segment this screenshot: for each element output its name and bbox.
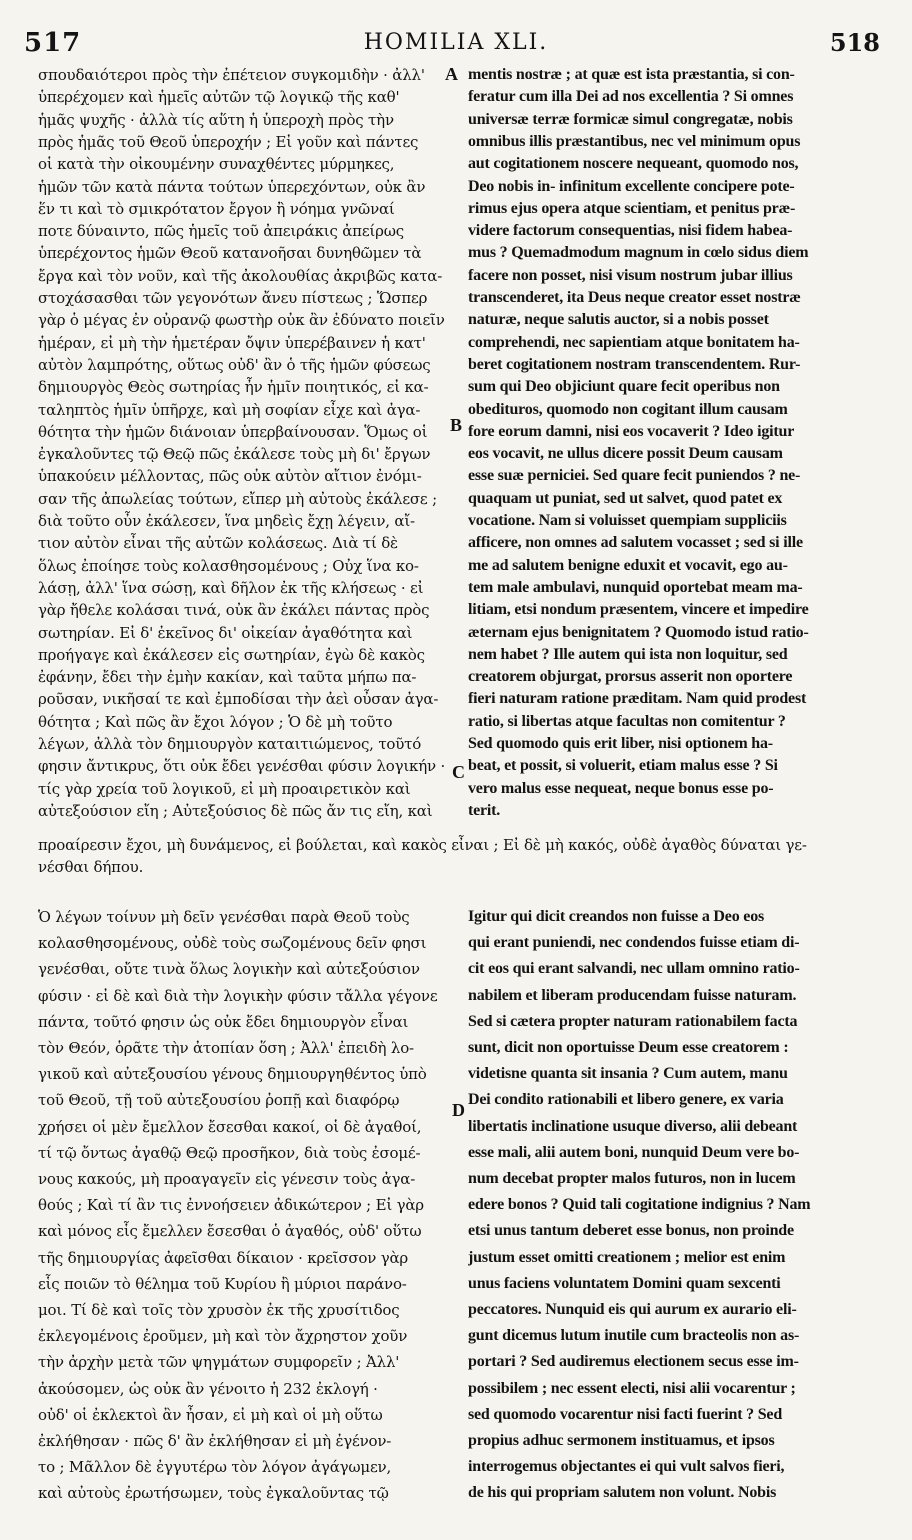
text-line: τίς γὰρ χρεία τοῦ λογικοῦ, εἰ μὴ προαιρετικὸν καὶ — [38, 779, 411, 798]
text-line: γενέσθαι, οὔτε τινὰ ὅλως λογικὴν καὶ αὐτεξούσιον — [38, 960, 420, 979]
text-line: de his qui propriam salutem non volunt. Nobis — [468, 1484, 777, 1502]
text-line: ἕν τι καὶ τὸ σμικρότατον ἔργον ἢ νόημα γνῶναί — [38, 199, 395, 218]
text-line: θούς ; Καὶ τί ἂν τις ἐννοήσειεν ἀδικώτερον ; Εἰ γὰρ — [38, 1196, 424, 1215]
text-line: videtisne quanta sit insania ? Cum autem, manu — [468, 1065, 788, 1083]
margin-marker-b: B — [450, 415, 463, 435]
text-line: sunt, dicit non oportuisse Deum esse creatorem : — [468, 1039, 789, 1056]
text-line: ἐκλήθησαν · πῶς δ' ἂν ἐκλήθησαν εἰ μὴ ἐγένον- — [38, 1432, 392, 1450]
text-line: γὰρ ὁ μέγας ἐν οὐρανῷ φωστὴρ οὐκ ἂν ἐδύνατο ποιεῖν — [38, 311, 445, 330]
text-line: οἱ κατὰ τὴν οἰκουμένην συναχθέντες μύρμηκες, — [38, 155, 395, 174]
text-line: δημιουργὸς Θεὸς σωτηρίας ἦν ἡμῖν ποιητικός, εἰ κα- — [38, 378, 429, 397]
text-line: vero malus esse nequeat, neque bonus esse po- — [468, 779, 774, 797]
text-line: Sed quomodo quis erit liber, nisi optionem ha- — [468, 735, 773, 752]
text-line: τῆς δημιουργίας ἀφεῖσθαι δίκαιον · κρεῖσσον γὰρ — [38, 1248, 409, 1267]
margin-marker-c: C — [452, 762, 465, 782]
text-line: σαν τῆς ἀπωλείας τούτων, εἴπερ μὴ αὐτοὺς ἐκάλεσε ; — [38, 489, 437, 508]
text-line: τὴν ἀρχὴν μετὰ τῶν ψηγμάτων συμφορεῖν ; Ἀλλ' — [38, 1353, 400, 1372]
latin-column-bottom — [468, 906, 880, 1506]
text-line: aut cogitationem noscere nequeant, quomodo nos, — [468, 155, 799, 173]
text-line: nabilem et liberam producendam fuisse naturam. — [468, 986, 797, 1004]
text-line: Dei condito rationabili et libero genere, ex varia — [468, 1091, 784, 1109]
page-number-right: 518 — [829, 28, 880, 57]
text-line: rimus ejus opera atque scientiam, et penitus præ- — [468, 199, 796, 217]
text-line: προήγαγε καὶ ἐκάλεσεν εἰς σωτηρίαν, ἐγὼ δὲ κακὸς — [38, 645, 425, 664]
text-line: εἷς ποιῶν τὸ θέλημα τοῦ Κυρίου ἢ μύριοι παράνο- — [38, 1274, 407, 1293]
greek-column-bottom — [38, 906, 458, 1506]
text-line: φησιν ἄντικρυς, ὅτι οὐκ ἔδει γενέσθαι φύσιν λογικήν · — [38, 757, 446, 776]
text-line: νέσθαι δήπου. — [38, 858, 144, 876]
text-line: ἀκούσομεν, ὡς οὐκ ἂν γένοιτο ἡ 232 ἐκλογή · — [38, 1379, 378, 1398]
text-line: ἡμέραν, εἰ μὴ τὴν ἡμετέραν ὄψιν ὑπερέβαινεν ἡ κατ' — [38, 333, 426, 352]
text-line: χρήσει οἱ μὲν ἔμελλον ἔσεσθαι κακοί, οἱ δὲ ἀγαθοί, — [38, 1117, 422, 1136]
text-line: κολασθησομένους, οὐδὲ τοὺς σωζομένους δεῖν φησι — [38, 934, 427, 953]
text-line: esse mali, alii autem boni, nunquid Deum vere bo- — [468, 1143, 800, 1161]
text-line: nem habet ? Ille autem qui ista non loquitur, sed — [468, 645, 788, 663]
text-line: etsi unus tantum deberet esse bonus, non proinde — [468, 1222, 794, 1240]
text-line: feratur cum illa Dei ad nos excellentia ? Si omnes — [468, 88, 794, 106]
text-line: æternam ejus benignitatem ? Quomodo istud ratio- — [468, 623, 809, 641]
text-line: αὐτεξούσιον εἴη ; Αὐτεξούσιος δὲ πῶς ἄν τις εἴη, καὶ — [38, 801, 433, 820]
text-line: comprehendi, nec sapientiam atque bonitatem ha- — [468, 333, 800, 351]
greek-full-width-line — [38, 834, 880, 880]
text-line: ἐγκαλοῦντες τῷ Θεῷ πῶς ἐκάλεσε τοὺς μὴ δι' ἔργων — [38, 445, 431, 464]
text-line: θότητα ; Καὶ πῶς ἂν ἔχοι λόγον ; Ὁ δὲ μὴ τοῦτο — [38, 712, 393, 731]
text-line: terit. — [468, 801, 501, 819]
text-line: litiam, etsi nondum præsentem, vincere et impedire — [468, 601, 809, 619]
text-line: λέγων, ἀλλὰ τὸν δημιουργὸν καταιτιώμενος, τοῦτό — [38, 735, 422, 753]
text-line: naturæ, neque salutis auctor, si a nobis posset — [468, 311, 769, 329]
text-line: beret cogitationem nostram transcendentem. Rur- — [468, 355, 801, 373]
text-line: Sed si cætera propter naturam rationabilem facta — [468, 1012, 798, 1030]
text-line: transcenderet, ita Deus neque creator esset nostræ — [468, 289, 801, 306]
text-line: num decebat propter malos futuros, non in lucem — [468, 1170, 796, 1187]
text-line: fore eorum damni, nisi eos vocaverit ? Ideo igitur — [468, 422, 795, 440]
text-line: possibilem ; nec essent electi, nisi alii vocarentur ; — [468, 1379, 796, 1397]
text-line: quaquam ut puniat, sed ut salvet, quod patet ex — [468, 489, 783, 507]
text-line: καὶ μόνος εἷς ἔμελλεν ἔσεσθαι ὁ ἀγαθός, οὐδ' οὕτω — [38, 1222, 422, 1241]
text-line: fieri naturam ratione præditam. Nam quid prodest — [468, 690, 807, 708]
margin-marker-a: A — [445, 64, 458, 84]
text-line: mus ? Quemadmodum magnum in cœlo sidus diem — [468, 244, 809, 262]
text-line: me ad salutem benigne eduxit et vocavit, ego au- — [468, 556, 788, 574]
text-line: μοι. Τί δὲ καὶ τοῖς τὸν χρυσὸν ἐκ τῆς χρυσίτιδος — [38, 1301, 400, 1319]
text-line: φύσιν · εἰ δὲ καὶ διὰ τὴν λογικὴν φύσιν τἄλλα γέγονε — [38, 986, 438, 1005]
text-line: qui erant puniendi, nec condendos fuisse etiam di- — [468, 934, 800, 952]
text-line: omnibus illis præstantibus, nec vel minimum opus — [468, 132, 801, 150]
text-line: mentis nostræ ; at quæ est ista præstantia, si con- — [468, 66, 795, 83]
text-line: ἡμᾶς ψυχῆς · ἀλλὰ τίς αὕτη ἡ ὑπεροχὴ πρὸς τὴν — [38, 110, 394, 129]
greek-column-top — [38, 64, 458, 824]
text-line: τί τῷ ὄντως ἀγαθῷ Θεῷ προσῆκον, διὰ τοὺς ἐσομέ- — [38, 1143, 421, 1162]
text-line: ταληπτὸς ἡμῖν ὑπῆρχε, καὶ μὴ σοφίαν εἶχε καὶ ἀγα- — [38, 400, 421, 419]
running-title: HOMILIA XLI. — [363, 30, 549, 55]
text-line: vocatione. Nam si voluisset quempiam suppliciis — [468, 512, 787, 529]
text-line: beat, et possit, si voluerit, etiam malus esse ? Si — [468, 757, 778, 775]
margin-marker-d: D — [452, 1100, 465, 1120]
text-line: peccatores. Nunquid eis qui aurum ex aurario eli- — [468, 1301, 797, 1318]
page-header — [0, 0, 912, 58]
text-line: cit eos qui erant salvandi, nec ullam omnino ratio- — [468, 960, 800, 978]
text-line: facere non posset, nisi visum nostrum jubar illius — [468, 266, 793, 284]
text-line: πάντα, τοῦτό φησιν ὡς οὐκ ἔδει δημιουργὸν εἶναι — [38, 1012, 409, 1031]
page-number-left: 517 — [24, 28, 82, 58]
text-line: creatorem objurgat, prorsus asserit non oportere — [468, 668, 793, 686]
text-line: τιον αὐτὸν εἶναι τῆς αὐτῶν κολάσεως. Διὰ τί δὲ — [38, 534, 398, 553]
text-line: ὑπακούειν μέλλοντας, πῶς οὐκ αὐτὸν αἴτιον ἐνόμι- — [38, 467, 422, 486]
text-line: justum esset omitti creationem ; melior est enim — [468, 1248, 786, 1266]
text-line: tem male ambulavi, nunquid oportebat meam ma- — [468, 578, 803, 596]
text-line: interrogemus objectantes ei qui vult salvos fieri, — [468, 1458, 785, 1476]
text-line: esse suæ perniciei. Sed quare fecit puniendos ? ne- — [468, 467, 801, 485]
text-line: propius adhuc sermonem instituamus, et ipsos — [468, 1432, 775, 1449]
text-line: ἐφάνην, ἔδει τὴν ἐμὴν κακίαν, καὶ ταῦτα μήπω πα- — [38, 668, 417, 687]
latin-column-top — [468, 64, 880, 824]
text-line: στοχάσασθαι τῶν γεγονότων ἄνευ πίστεως ; Ὥσπερ — [38, 289, 428, 307]
text-line: Igitur qui dicit creandos non fuisse a Deo eos — [468, 908, 765, 925]
text-line: καὶ αὐτοὺς ἐρωτήσωμεν, τοὺς ἐγκαλοῦντας τῷ — [38, 1484, 389, 1503]
text-line: ἔργα καὶ τὸν νοῦν, καὶ τῆς ἀκολουθίας ἀκριβῶς κατα- — [38, 266, 443, 285]
text-line: Ὁ λέγων τοίνυν μὴ δεῖν γενέσθαι παρὰ Θεοῦ τοὺς — [38, 908, 410, 926]
text-line: γὰρ ἤθελε κολάσαι τινά, οὐκ ἂν ἐκάλει πάντας πρὸς — [38, 601, 430, 620]
text-line: sum qui Deo objiciunt quare fecit operibus non — [468, 378, 780, 396]
text-line: universæ terræ formicæ simul congregatæ, nobis — [468, 110, 793, 128]
text-line: ροῦσαν, νικῆσαί τε καὶ ἐμποδίσαι τὴν ἀεὶ οὖσαν ἀγα- — [38, 690, 439, 709]
text-line: διὰ τοῦτο οὖν ἐκάλεσεν, ἵνα μηδεὶς ἔχῃ λέγειν, αἴ- — [38, 512, 415, 530]
text-line: ratio, si libertas atque facultas non comitentur ? — [468, 712, 786, 730]
text-line: ὑπερέχομεν καὶ ἡμεῖς αὐτῶν τῷ λογικῷ τῆς καθ' — [38, 88, 400, 107]
text-line: προαίρεσιν ἔχοι, μὴ δυνάμενος, εἰ βούλεται, καὶ κακὸς εἶναι ; Εἰ δὲ μὴ κακός, οὐδὲ ἀγαθὸς δύναται γε- — [38, 836, 807, 854]
text-line: αὐτὸν λαμπρότης, οὕτως οὐδ' ἂν ὁ τῆς ἡμῶν φύσεως — [38, 355, 431, 374]
text-line: το ; Μᾶλλον δὲ ἐγγυτέρω τὸν λόγον ἀγάγωμεν, — [38, 1458, 392, 1477]
text-line: γικοῦ καὶ αὐτεξουσίου γένους δημιουργηθέντος ὑπὸ — [38, 1065, 427, 1084]
text-line: libertatis inclinatione usuque diverso, alii debeant — [468, 1117, 798, 1135]
text-line: unus faciens voluntatem Domini quam sexcenti — [468, 1274, 781, 1292]
text-line: afficere, non omnes ad salutem vocasset ; sed si ille — [468, 534, 803, 552]
text-line: σωτηρίαν. Εἰ δ' ἐκεῖνος δι' οἰκείαν ἀγαθότητα καὶ — [38, 623, 413, 642]
text-line: Deo nobis in- infinitum excellente concipere pote- — [468, 177, 795, 195]
text-line: ποτε δύναιντο, πῶς ἡμεῖς τοῦ ἀπειράκις ἀπείρως — [38, 222, 404, 241]
text-line: ὅλως ἐποίησε τοὺς κολασθησομένους ; Οὐχ ἵνα κο- — [38, 556, 419, 575]
text-line: obedituros, quomodo non cogitant illum causam — [468, 400, 788, 418]
text-line: λάσῃ, ἀλλ' ἵνα σώσῃ, καὶ δῆλον ἐκ τῆς κλήσεως · εἰ — [38, 578, 424, 597]
text-line: σπουδαιότεροι πρὸς τὴν ἐπέτειον συγκομιδὴν · ἀλλ' — [38, 66, 425, 84]
text-line: ἐκλεγομένοις ἐροῦμεν, μὴ καὶ τὸν ἄχρηστον χοῦν — [38, 1327, 408, 1346]
text-line: ἡμῶν τῶν κατὰ πάντα τούτων ὑπερεχόντων, οὐκ ἂν — [38, 177, 426, 196]
text-line: τοῦ Θεοῦ, τῇ τοῦ αὐτεξουσίου ῥοπῇ καὶ διαφόρῳ — [38, 1091, 400, 1110]
text-line: νους κακούς, μὴ προαγαγεῖν εἰς γένεσιν τοὺς ἀγα- — [38, 1170, 416, 1188]
text-line: οὐδ' οἱ ἐκλεκτοὶ ἂν ἦσαν, εἰ μὴ καὶ οἱ μὴ οὕτω — [38, 1405, 383, 1424]
text-line: eos vocavit, ne ullus dicere possit Deum causam — [468, 445, 783, 463]
text-line: gunt dicemus lutum inutile cum bracteolis non as- — [468, 1327, 800, 1345]
text-line: θότητα τὴν ἡμῶν διάνοιαν ὑπερβαίνουσαν. Ὅμως οἱ — [38, 422, 428, 441]
text-line: portari ? Sed audiremus electionem secus esse im- — [468, 1353, 799, 1371]
text-line: ὑπερέχοντος ἡμῶν Θεοῦ κατανοῆσαι δυνηθῶμεν τὰ — [38, 244, 422, 263]
text-line: videre factorum consequentias, nisi fidem habea- — [468, 222, 793, 240]
text-line: sed quomodo vocarentur nisi facti fuerint ? Sed — [468, 1405, 783, 1423]
text-line: edere bonos ? Quid tali cogitatione indignius ? Nam — [468, 1196, 811, 1214]
text-line: πρὸς ἡμᾶς τοῦ Θεοῦ ὑπεροχήν ; Εἰ γοῦν καὶ πάντες — [38, 132, 419, 151]
text-line: τὸν Θεόν, ὁρᾶτε τὴν ἀτοπίαν ὅση ; Ἀλλ' ἐπειδὴ λο- — [38, 1039, 414, 1057]
